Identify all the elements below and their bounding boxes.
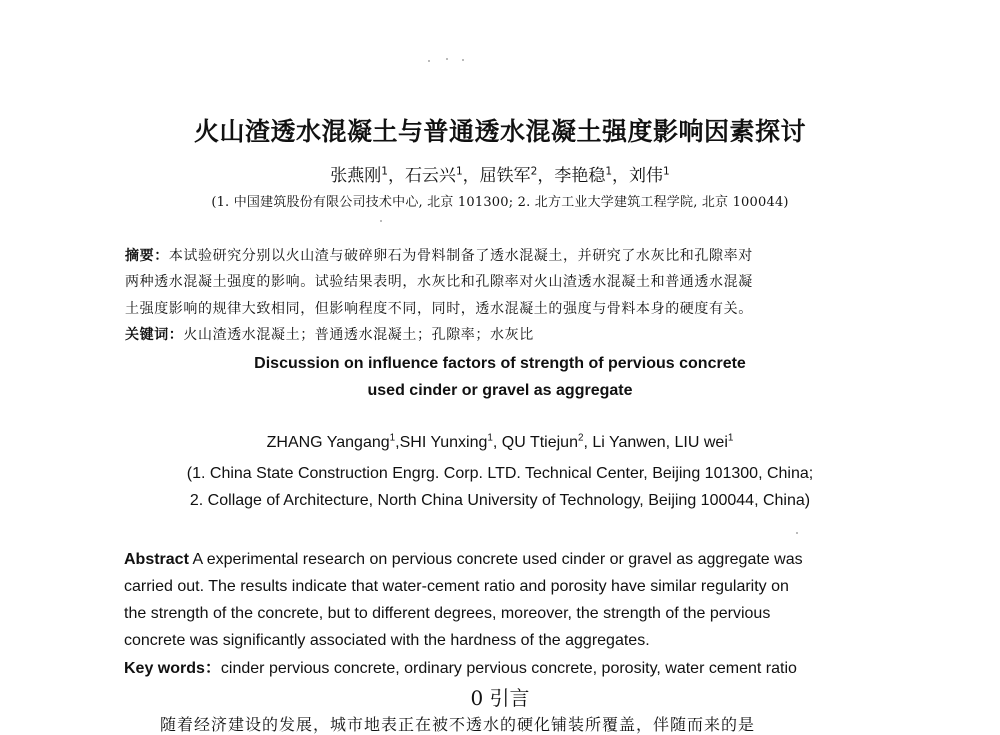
chinese-abstract-text: 本试验研究分别以火山渣与破碎卵石为骨料制备了透水混凝土，并研究了水灰比和孔隙率对 (168, 248, 753, 264)
english-title-line: used cinder or gravel as aggregate (367, 382, 633, 399)
author-affiliation-mark: 1 (663, 165, 670, 178)
author-affiliation-mark: 1 (487, 432, 493, 444)
chinese-abstract-line: 土强度影响的规律大致相同，但影响程度不同，同时，透水混凝土的强度与骨料本身的硬度有关。 (125, 301, 753, 317)
author-name: ZHANG Yangang (266, 434, 390, 451)
scan-speck (446, 58, 448, 60)
author-name: Li Yanwen (592, 434, 666, 451)
scan-speck (428, 60, 430, 62)
english-keywords-label: Key words： (124, 660, 221, 677)
chinese-abstract-line: 两种透水混凝土强度的影响。试验结果表明，水灰比和孔隙率对火山渣透水混凝土和普通透水混凝 (125, 274, 753, 290)
english-keywords-text: cinder pervious concrete, ordinary pervious concrete, porosity, water cement ratio (220, 660, 797, 677)
english-keywords-line (124, 655, 797, 682)
chinese-keywords-label: 关键词： (125, 327, 184, 343)
english-abstract-line: carried out. The results indicate that water-cement ratio and porosity have similar regularity on (124, 578, 789, 595)
author-affiliation-mark: 1 (381, 165, 388, 178)
chinese-author-list: 张燕刚$^1$，石云兴$^1$，屈铁军$^2$，李艳稳$^1$，刘伟$^1$ (330, 165, 670, 186)
english-abstract-line: the strength of the concrete, but to different degrees, moreover, the strength of the pervious (124, 605, 771, 622)
section-heading-introduction: 0 引言 (470, 686, 530, 710)
author-name: 石云兴 (404, 166, 456, 186)
chinese-affiliations: (1. 中国建筑股份有限公司技术中心, 北京 101300; 2. 北方工业大学建筑工程学院, 北京 100044) (211, 195, 789, 210)
author-name: SHI Yunxing (399, 434, 488, 451)
chinese-abstract-label: 摘要： (125, 248, 169, 264)
author-affiliation-mark: 1 (727, 432, 734, 444)
author-name: QU Ttiejun (501, 434, 578, 451)
english-abstract-line: concrete was significantly associated with the hardness of the aggregates. (124, 632, 650, 649)
english-affiliation-line: (1. China State Construction Engrg. Corp. LTD. Technical Center, Beijing 101300, China; (186, 465, 814, 482)
author-affiliation-mark: 1 (605, 165, 613, 178)
scan-speck (796, 532, 798, 534)
scan-speck (380, 220, 382, 222)
author-name: 屈铁军 (479, 166, 531, 186)
scan-speck (462, 59, 464, 61)
english-author-list: ZHANG Yangang$^1$,SHI Yunxing$^1$, QU Ttiejun$^2$, Li Yanwen, LIU wei$^1$ (266, 432, 734, 451)
author-affiliation-mark: 1 (389, 432, 396, 444)
english-abstract-line (124, 546, 803, 573)
english-affiliation-line: 2. Collage of Architecture, North China University of Technology, Beijing 100044, China) (189, 492, 811, 509)
author-affiliation-mark: 2 (577, 432, 584, 444)
chinese-abstract-line (125, 243, 905, 269)
author-affiliation-mark: 2 (530, 165, 538, 178)
chinese-keywords-text: 火山渣透水混凝土；普通透水混凝土；孔隙率；水灰比 (183, 327, 534, 343)
introduction-first-line: 随着经济建设的发展，城市地表正在被不透水的硬化铺装所覆盖，伴随而来的是 (160, 715, 756, 734)
author-name: 刘伟 (629, 166, 664, 186)
chinese-title: 火山渣透水混凝土与普通透水混凝土强度影响因素探讨 (193, 117, 806, 146)
chinese-keywords-line (125, 322, 905, 348)
english-abstract-label: Abstract (124, 551, 189, 568)
author-affiliation-mark: 1 (455, 165, 463, 178)
author-name: 张燕刚 (330, 166, 382, 186)
english-abstract-text: A experimental research on pervious concrete used cinder or gravel as aggregate was (192, 551, 803, 568)
author-name: 李艳稳 (554, 166, 606, 186)
author-name: LIU wei (674, 434, 728, 451)
english-title-line: Discussion on influence factors of strength of pervious concrete (254, 355, 746, 372)
